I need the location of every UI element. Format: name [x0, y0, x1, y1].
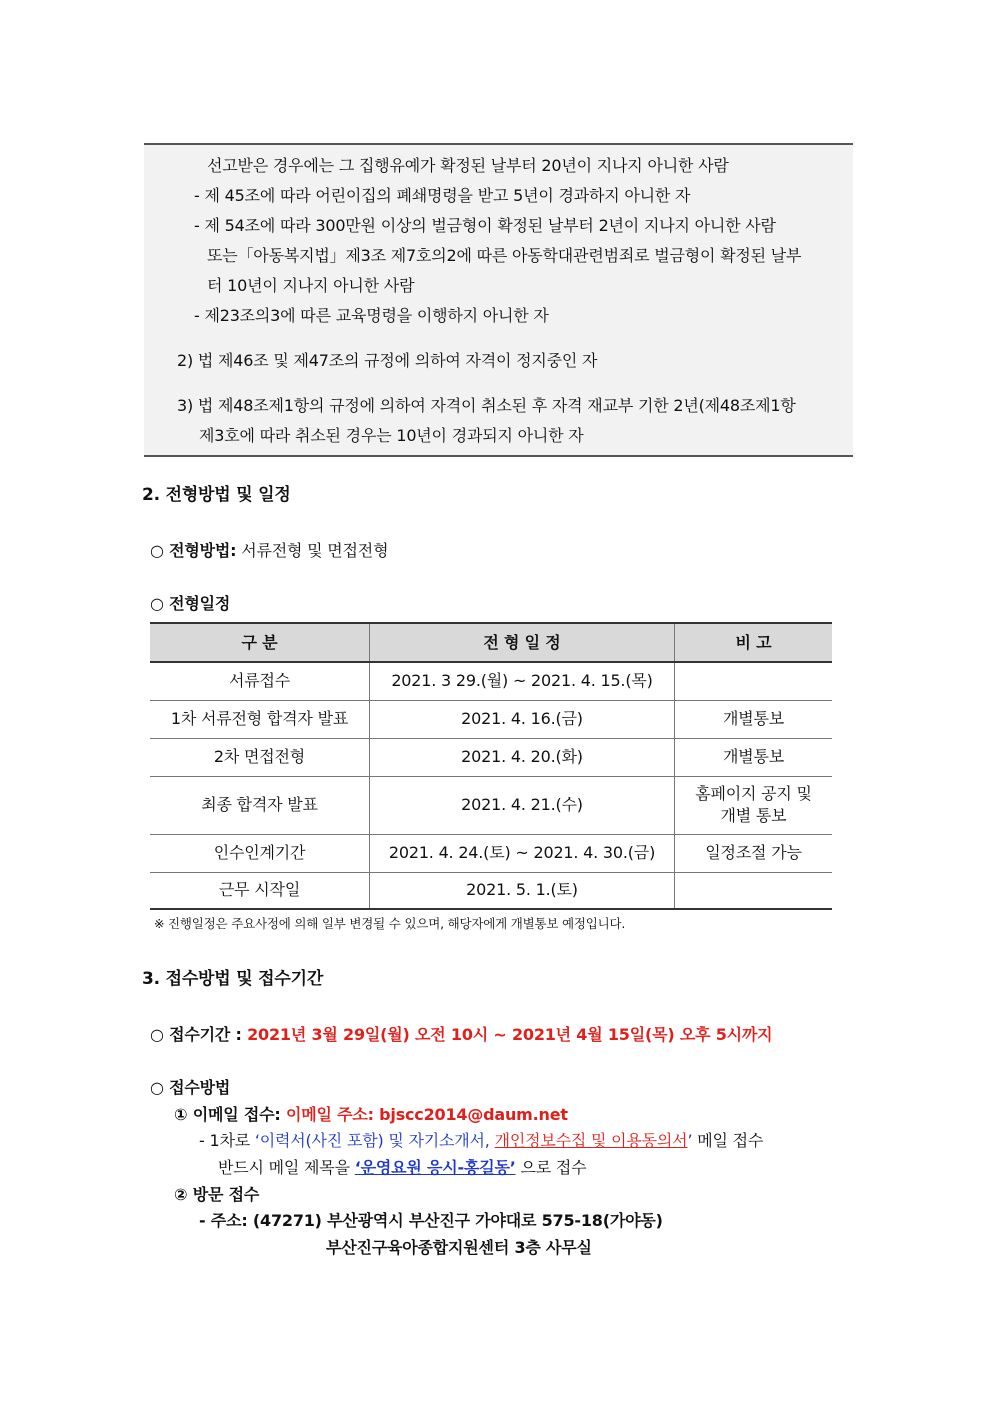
reception-period [150, 1025, 772, 1045]
email-line1-quote: ’ [687, 1131, 693, 1150]
table-row [150, 834, 832, 872]
schedule-table [150, 622, 832, 910]
email-line1-consent: 개인정보수집 및 이용동의서 [494, 1131, 688, 1150]
table-row [150, 738, 832, 776]
row-note [675, 776, 833, 834]
email-line1-docs: ‘이력서(사진 포함) 및 자기소개서, [254, 1131, 495, 1150]
selection-method-value: 서류전형 및 면접전형 [236, 541, 389, 560]
table-row [150, 872, 832, 909]
email-reception [174, 1105, 568, 1125]
box-line-7: 2) 법 제46조 및 제47조의 규정에 의하여 자격이 정지중인 자 [177, 351, 598, 370]
section2-title: 2. 전형방법 및 일정 [142, 485, 291, 505]
email-instruction-line-1 [199, 1131, 763, 1151]
email-address: 이메일 주소: bjscc2014@daum.net [285, 1105, 568, 1124]
box-line-1: 선고받은 경우에는 그 집행유예가 확정된 날부터 20년이 지나지 아니한 사람 [207, 156, 729, 175]
table-row [150, 776, 832, 834]
row-category: 근무 시작일 [150, 872, 370, 909]
address-value: (47271) 부산광역시 부산진구 가야대로 575-18(가야동) [252, 1211, 663, 1230]
box-line-3: - 제 54조에 따라 300만원 이상의 벌금형이 확정된 날부터 2년이 지나지 아니한 사람 [194, 216, 776, 235]
box-line-8: 3) 법 제48조제1항의 규정에 의하여 자격이 취소된 후 자격 재교부 기한 2년(제48조제1항 [177, 396, 796, 415]
row-schedule: 2021. 4. 20.(화) [370, 738, 675, 776]
email-line2-suffix: 으로 접수 [515, 1158, 587, 1177]
visit-reception-label: ② 방문 접수 [174, 1185, 260, 1204]
row-schedule: 2021. 5. 1.(토) [370, 872, 675, 909]
row-category: 2차 면접전형 [150, 738, 370, 776]
reception-period-label: ○ 접수기간 : [150, 1025, 248, 1044]
row-note: 일정조절 가능 [675, 834, 833, 872]
row-schedule: 2021. 4. 21.(수) [370, 776, 675, 834]
reception-method-label: ○ 접수방법 [150, 1078, 231, 1097]
row-note [675, 872, 833, 909]
reception-period-value: 2021년 3월 29일(월) 오전 10시 ~ 2021년 4월 15일(목) 오후 5시까지 [247, 1025, 773, 1044]
email-instruction-line-2 [218, 1158, 586, 1178]
row-note [675, 662, 833, 700]
table-row [150, 662, 832, 700]
email-reception-label: ① 이메일 접수: [174, 1105, 286, 1124]
schedule-footnote: ※ 진행일정은 주요사정에 의해 일부 변경될 수 있으며, 해당자에게 개별통보 예정입니다. [154, 916, 626, 931]
box-line-6: - 제23조의3에 따른 교육명령을 이행하지 아니한 자 [194, 306, 549, 325]
schedule-label: ○ 전형일정 [150, 594, 231, 613]
row-schedule: 2021. 4. 24.(토) ~ 2021. 4. 30.(금) [370, 834, 675, 872]
email-subject-example: ‘운영요원 응시-홍길동’ [354, 1158, 516, 1177]
row-category: 인수인계기간 [150, 834, 370, 872]
header-note: 비 고 [675, 623, 833, 662]
row-category: 서류접수 [150, 662, 370, 700]
email-line1-prefix: - 1차로 [199, 1131, 255, 1150]
row-note: 개별통보 [675, 738, 833, 776]
table-row [150, 700, 832, 738]
address-line-1 [199, 1211, 663, 1231]
email-line1-suffix: 메일 접수 [692, 1131, 764, 1150]
address-prefix: - 주소: [199, 1211, 253, 1230]
section3-title: 3. 접수방법 및 접수기간 [142, 969, 324, 989]
row-category: 최종 합격자 발표 [150, 776, 370, 834]
table-header-row [150, 623, 832, 662]
selection-method [150, 541, 388, 561]
email-line2-prefix: 반드시 메일 제목을 [218, 1158, 355, 1177]
row-note-line-1: 홈페이지 공지 및 [695, 784, 812, 803]
header-category: 구 분 [150, 623, 370, 662]
address-line-2: 부산진구육아종합지원센터 3층 사무실 [326, 1238, 592, 1257]
row-category: 1차 서류전형 합격자 발표 [150, 700, 370, 738]
row-note-line-2: 개별 통보 [720, 806, 787, 825]
box-line-4: 또는「아동복지법」제3조 제7호의2에 따른 아동학대관련범죄로 벌금형이 확정된 날부 [207, 246, 802, 265]
header-schedule: 전 형 일 정 [370, 623, 675, 662]
selection-method-label: ○ 전형방법: [150, 541, 237, 560]
box-line-9: 제3호에 따라 취소된 경우는 10년이 경과되지 아니한 자 [199, 426, 584, 445]
box-line-2: - 제 45조에 따라 어린이집의 폐쇄명령을 받고 5년이 경과하지 아니한 자 [194, 186, 691, 205]
box-line-5: 터 10년이 지나지 아니한 사람 [207, 276, 415, 295]
row-note: 개별통보 [675, 700, 833, 738]
row-schedule: 2021. 3 29.(월) ~ 2021. 4. 15.(목) [370, 662, 675, 700]
row-schedule: 2021. 4. 16.(금) [370, 700, 675, 738]
